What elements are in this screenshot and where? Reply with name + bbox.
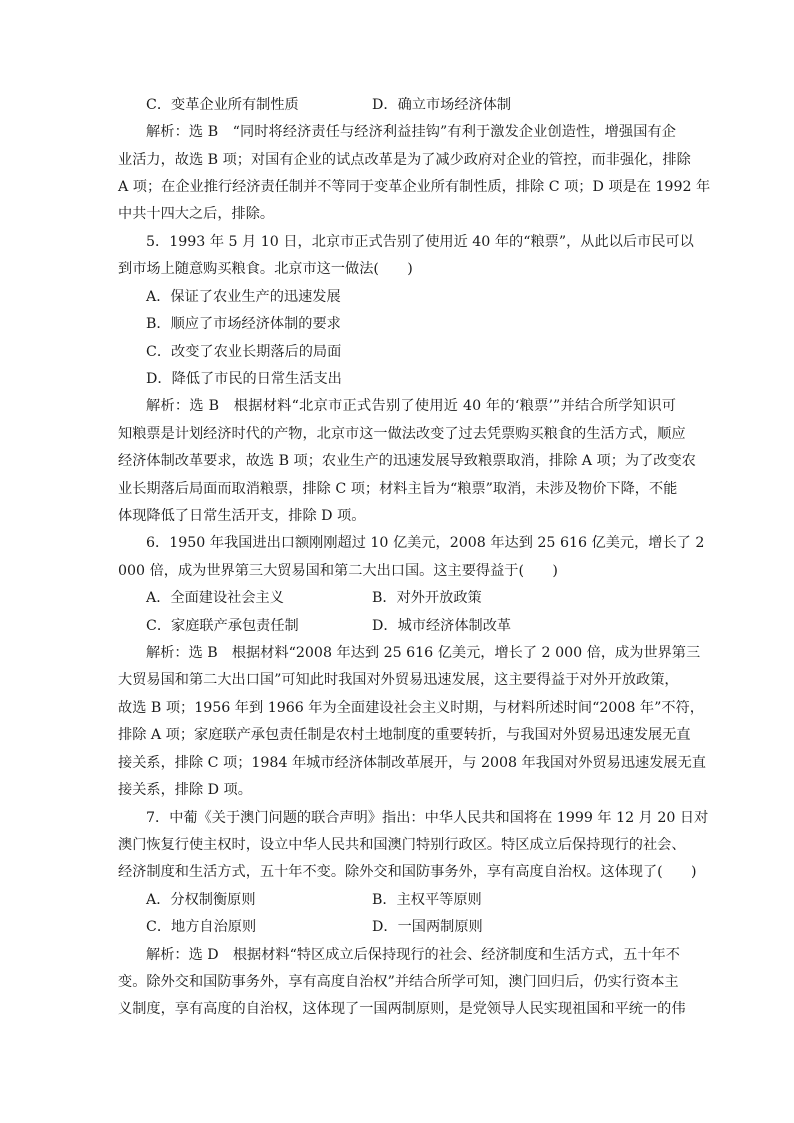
question-7-analysis: 变。除外交和国防事务外，享有高度自治权”并结合所学可知，澳门回归后，仍实行资本主	[118, 974, 679, 990]
question-5-stem: 5．1993 年 5 月 10 日，北京市正式告别了使用近 40 年的“粮票”，从此以后市民可以	[146, 234, 694, 250]
question-7-option: B．主权平等原则	[372, 892, 482, 908]
question-7-stem: 澳门恢复行使主权时，设立中华人民共和国澳门特别行政区。特区成立后保持现行的社会、	[118, 837, 686, 853]
question-7-option: D．一国两制原则	[372, 919, 483, 935]
option-c: C．变革企业所有制性质	[146, 97, 299, 113]
question-6-analysis: 接关系，排除 C 项；1984 年城市经济体制改革展开，与 2008 年我国对外贸易迅速发展无直	[118, 755, 706, 771]
analysis-line: A 项；在企业推行经济责任制并不等同于变革企业所有制性质，排除 C 项；D 项是在 1992 年	[118, 179, 711, 195]
question-6-analysis: 接关系，排除 D 项。	[118, 782, 252, 798]
question-7-stem: 经济制度和生活方式，五十年不变。除外交和国防事务外，享有高度自治权。这体现了( )	[118, 864, 697, 880]
question-6-stem: 000 倍，成为世界第三大贸易国和第二大出口国。这主要得益于( )	[118, 563, 558, 579]
question-6-option: A．全面建设社会主义	[146, 590, 284, 606]
question-6-option: B．对外开放政策	[372, 590, 482, 606]
question-5-analysis: 经济体制改革要求，故选 B 项；农业生产的迅速发展导致粮票取消，排除 A 项；为了改变农	[118, 453, 696, 469]
analysis-line: 业活力，故选 B 项；对国有企业的试点改革是为了减少政府对企业的管控，而非强化，排除	[118, 152, 691, 168]
question-6-analysis: 故选 B 项；1956 年到 1966 年为全面建设社会主义时期，与材料所述时间“2008 年”不符，	[118, 700, 704, 716]
question-5-analysis: 解析：选 B 根据材料“北京市正式告别了使用近 40 年的‘粮票’”并结合所学知识可	[146, 398, 676, 414]
question-5-option: D．降低了市民的日常生活支出	[146, 371, 342, 387]
question-5-analysis: 知粮票是计划经济时代的产物，北京市这一做法改变了过去凭票购买粮食的生活方式，顺应	[118, 426, 686, 442]
question-7-option: A．分权制衡原则	[146, 892, 256, 908]
question-6-option: C．家庭联产承包责任制	[146, 618, 299, 634]
question-7-analysis: 解析：选 D 根据材料“特区成立后保持现行的社会、经济制度和生活方式，五十年不	[146, 947, 680, 963]
question-7-stem: 7．中葡《关于澳门问题的联合声明》指出：中华人民共和国将在 1999 年 12 月 20 日对	[146, 810, 709, 826]
question-5-option: A．保证了农业生产的迅速发展	[146, 289, 341, 305]
question-6-analysis: 排除 A 项；家庭联产承包责任制是农村土地制度的重要转折，与我国对外贸易迅速发展无直	[118, 727, 691, 743]
option-d: D．确立市场经济体制	[372, 97, 512, 113]
question-6-analysis: 大贸易国和第二大出口国”可知此时我国对外贸易迅速发展，这主要得益于对外开放政策，	[118, 672, 679, 688]
question-6-option: D．城市经济体制改革	[372, 618, 512, 634]
question-7-option: C．地方自治原则	[146, 919, 257, 935]
question-7-analysis: 义制度，享有高度的自治权，这体现了一国两制原则，是党领导人民实现祖国和平统一的伟	[118, 1001, 686, 1017]
question-5-option: B．顺应了市场经济体制的要求	[146, 316, 341, 332]
analysis-line: 中共十四大之后，排除。	[118, 206, 275, 222]
question-5-stem: 到市场上随意购买粮食。北京市这一做法( )	[118, 261, 413, 277]
analysis-line: 解析：选 B “同时将经济责任与经济利益挂钩”有利于激发企业创造性，增强国有企	[146, 124, 676, 140]
question-5-option: C．改变了农业长期落后的局面	[146, 344, 342, 360]
question-5-analysis: 业长期落后局面而取消粮票，排除 C 项；材料主旨为“粮票”取消，未涉及物价下降，不能	[118, 481, 678, 497]
question-5-analysis: 体现降低了日常生活开支，排除 D 项。	[118, 508, 366, 524]
question-6-analysis: 解析：选 B 根据材料“2008 年达到 25 616 亿美元，增长了 2 000 倍，成为世界第三	[146, 645, 701, 661]
question-6-stem: 6．1950 年我国进出口额刚刚超过 10 亿美元，2008 年达到 25 616 亿美元，增长了 2	[146, 535, 705, 551]
